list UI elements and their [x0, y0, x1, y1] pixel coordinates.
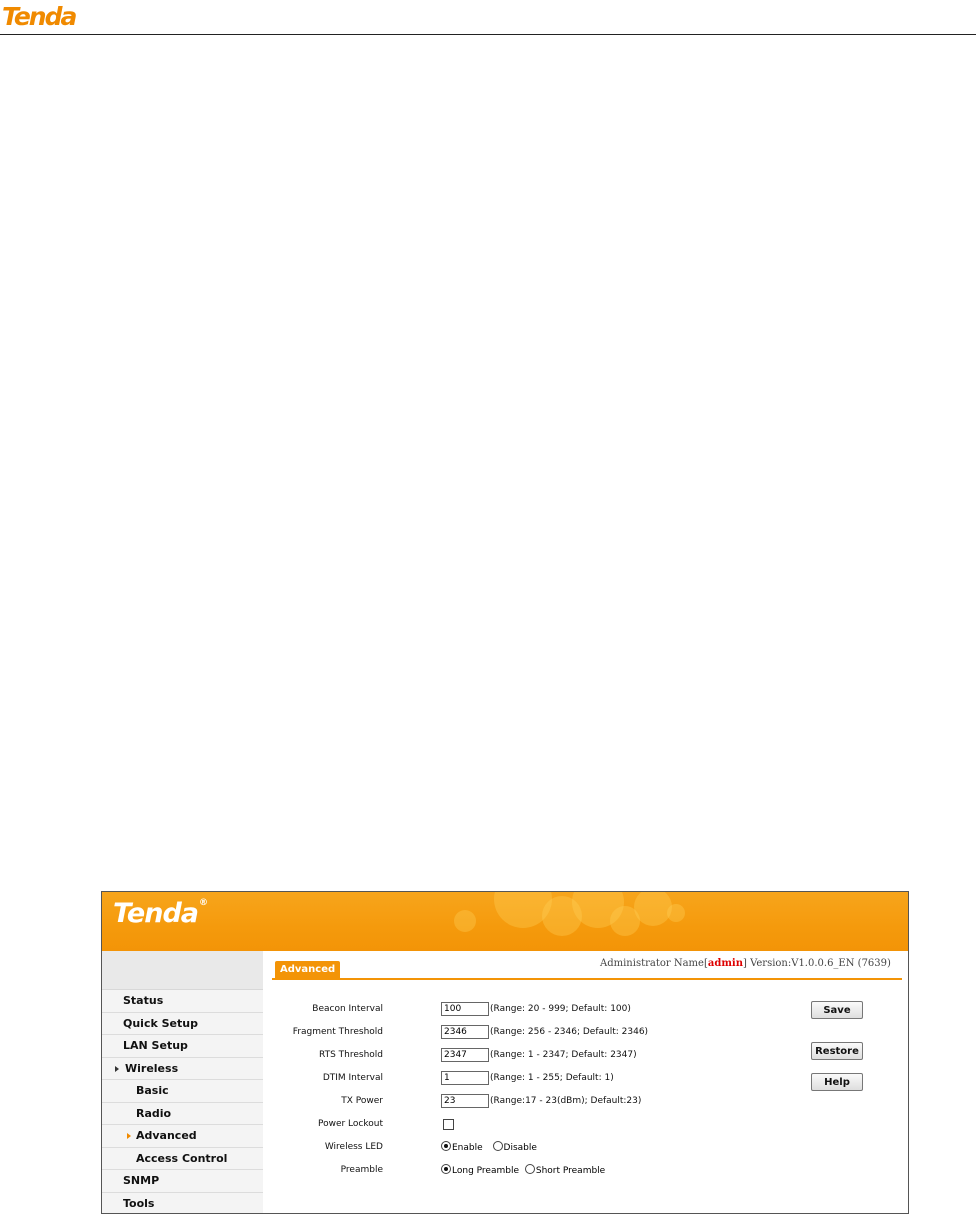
sidebar-item-label: Radio [136, 1106, 172, 1120]
power-lockout-checkbox[interactable] [443, 1119, 454, 1130]
sidebar-item-lan-setup[interactable] [102, 1035, 263, 1058]
preamble-long-radio[interactable] [441, 1164, 519, 1176]
radio-unselected-icon [525, 1164, 535, 1174]
beacon-interval-hint: (Range: 20 - 999; Default: 100) [490, 1004, 631, 1014]
router-ui-screenshot [101, 891, 909, 1214]
radio-label: Long Preamble [452, 1166, 519, 1176]
tx-power-label: TX Power [341, 1096, 383, 1106]
sidebar-item-wireless[interactable] [102, 1058, 263, 1081]
preamble-row [263, 1163, 783, 1179]
tx-power-input[interactable] [441, 1094, 489, 1108]
save-button[interactable]: Save [811, 1001, 863, 1019]
sidebar-item-basic[interactable] [102, 1080, 263, 1103]
sidebar-item-label: SNMP [123, 1174, 160, 1187]
wireless-led-label: Wireless LED [324, 1142, 383, 1152]
rts-threshold-hint: (Range: 1 - 2347; Default: 2347) [490, 1050, 637, 1060]
admin-name: admin [707, 958, 743, 969]
caret-right-icon [115, 1066, 119, 1072]
sidebar-item-radio[interactable] [102, 1103, 263, 1126]
sidebar-item-advanced[interactable] [102, 1125, 263, 1148]
wireless-led-row [263, 1140, 783, 1156]
banner-bubble-decoration [634, 892, 672, 926]
wireless-led-radio-group [441, 1141, 544, 1153]
power-lockout-label: Power Lockout [317, 1119, 383, 1129]
fragment-threshold-row [263, 1025, 783, 1041]
sidebar-header [102, 951, 263, 990]
version-text: ] Version:V1.0.0.6_EN (7639) [742, 958, 891, 969]
tab-advanced[interactable]: Advanced [275, 961, 340, 979]
rts-threshold-input[interactable] [441, 1048, 489, 1062]
sidebar-item-label: Basic [136, 1084, 169, 1097]
beacon-interval-row [263, 1002, 783, 1018]
sidebar-item-label: Tools [123, 1196, 155, 1210]
dtim-interval-label: DTIM Interval [322, 1073, 383, 1083]
fragment-threshold-label: Fragment Threshold [292, 1027, 383, 1037]
sidebar-item-label: Access Control [136, 1151, 228, 1165]
sidebar-item-status[interactable] [102, 990, 263, 1013]
tx-power-hint: (Range:17 - 23(dBm); Default:23) [490, 1096, 642, 1106]
document-logo: Tenda [2, 2, 76, 31]
admin-version-info [600, 958, 891, 969]
tenda-logo: Tenda® [113, 898, 208, 929]
radio-label: Disable [503, 1143, 537, 1153]
tx-power-row [263, 1094, 783, 1110]
radio-label: Short Preamble [535, 1166, 606, 1176]
sidebar-item-label: Status [123, 994, 164, 1007]
preamble-label: Preamble [340, 1165, 383, 1175]
banner-bubble-decoration [667, 904, 685, 922]
sidebar-item-snmp[interactable] [102, 1170, 263, 1193]
sidebar-item-label: Advanced [136, 1129, 197, 1142]
sidebar-item-label: Wireless [125, 1061, 179, 1075]
radio-label: Enable [452, 1143, 483, 1153]
dtim-interval-input[interactable] [441, 1071, 489, 1085]
fragment-threshold-input[interactable] [441, 1025, 489, 1039]
radio-selected-icon [441, 1141, 451, 1151]
rts-threshold-row [263, 1048, 783, 1064]
restore-button[interactable]: Restore [811, 1042, 863, 1060]
admin-prefix: Administrator Name[ [600, 958, 708, 969]
main-content [263, 951, 908, 1213]
sidebar-item-access-control[interactable] [102, 1148, 263, 1171]
fragment-threshold-hint: (Range: 256 - 2346; Default: 2346) [490, 1027, 649, 1037]
radio-selected-icon [441, 1164, 451, 1174]
preamble-radio-group [441, 1164, 612, 1176]
beacon-interval-label: Beacon Interval [312, 1004, 383, 1014]
banner [102, 892, 908, 951]
dtim-interval-hint: (Range: 1 - 255; Default: 1) [490, 1073, 614, 1083]
sidebar-item-tools[interactable] [102, 1193, 263, 1214]
wireless-led-disable-radio[interactable] [493, 1141, 537, 1153]
sidebar-item-label: LAN Setup [123, 1039, 188, 1052]
tab-underline [272, 978, 902, 980]
radio-unselected-icon [493, 1141, 503, 1151]
beacon-interval-input[interactable] [441, 1002, 489, 1016]
wireless-led-enable-radio[interactable] [441, 1141, 483, 1153]
sidebar-item-quick-setup[interactable] [102, 1013, 263, 1036]
sidebar [102, 951, 263, 1213]
caret-right-icon [127, 1133, 131, 1139]
document-header-rule [0, 34, 976, 35]
help-button[interactable]: Help [811, 1073, 863, 1091]
rts-threshold-label: RTS Threshold [318, 1050, 383, 1060]
preamble-short-radio[interactable] [525, 1164, 605, 1176]
sidebar-item-label: Quick Setup [123, 1016, 198, 1030]
banner-bubble-decoration [454, 910, 476, 932]
dtim-interval-row [263, 1071, 783, 1087]
power-lockout-row [263, 1117, 783, 1133]
